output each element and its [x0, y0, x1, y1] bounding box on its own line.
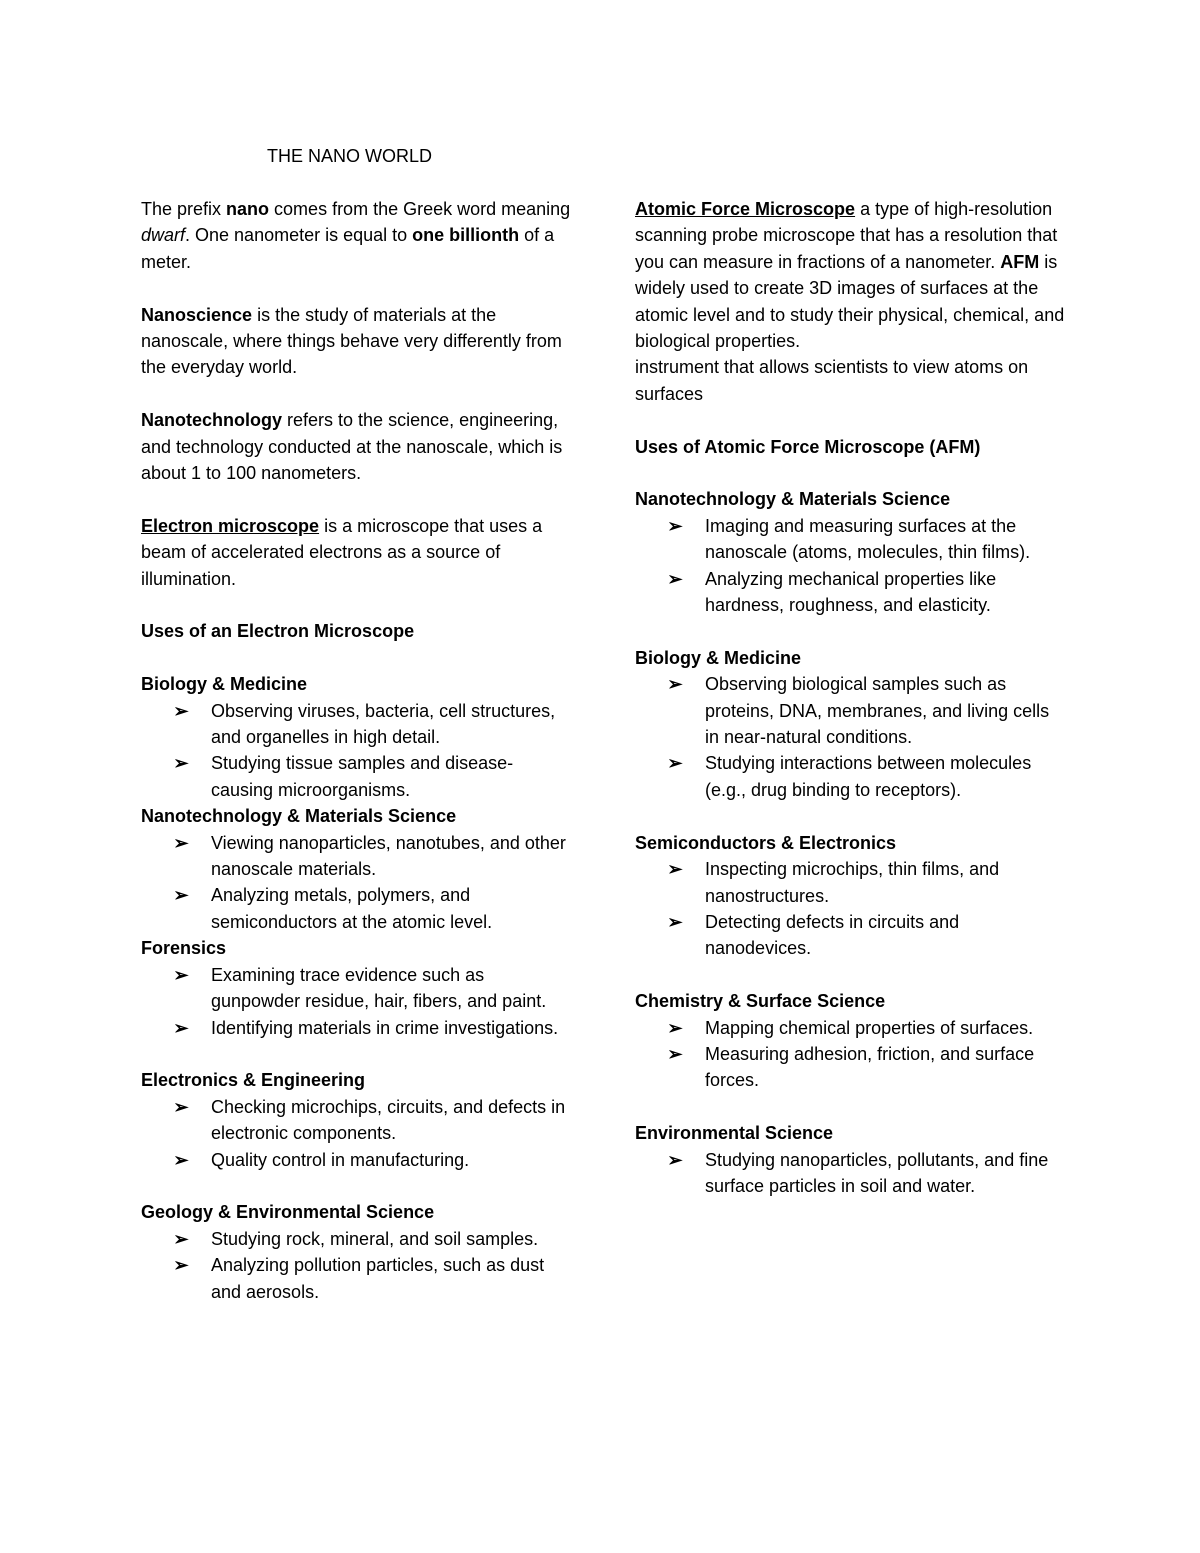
afm-uses-sections [635, 486, 1065, 1199]
list-item-text: Detecting defects in circuits and nanodevices. [705, 911, 960, 959]
arrowhead-bullet-icon: ➢ [667, 1017, 683, 1038]
list-item-text: Mapping chemical properties of surfaces. [705, 1017, 1034, 1038]
section-heading: Chemistry & Surface Science [635, 991, 886, 1012]
left-column [141, 196, 571, 1305]
list-item-text: Studying tissue samples and disease-causing microorganisms. [211, 753, 514, 800]
section-heading: Nanotechnology & Materials Science [141, 806, 457, 827]
bullet-list [141, 962, 571, 1041]
bullet-list [635, 1147, 1065, 1200]
arrowhead-bullet-icon: ➢ [173, 885, 189, 906]
nano-prefix-paragraph: The prefix nano comes from the Greek word meaning dwarf. One nanometer is equal to one billionth of a meter. [141, 199, 571, 272]
list-item [141, 882, 571, 935]
arrowhead-bullet-icon: ➢ [667, 515, 683, 536]
list-item [141, 698, 571, 751]
list-item-text: Observing biological samples such as proteins, DNA, membranes, and living cells in near-natural conditions. [705, 674, 1050, 748]
bullet-list [635, 1015, 1065, 1094]
section-heading: Electronics & Engineering [141, 1070, 366, 1091]
section-heading: Biology & Medicine [635, 647, 802, 668]
list-item-text: Measuring adhesion, friction, and surface forces. [705, 1043, 1035, 1091]
list-item-text: Viewing nanoparticles, nanotubes, and other nanoscale materials. [211, 832, 566, 880]
section-heading: Nanotechnology & Materials Science [635, 489, 951, 510]
list-item [635, 513, 1065, 566]
list-item-text: Examining trace evidence such as gunpowder residue, hair, fibers, and paint. [211, 964, 547, 1012]
arrowhead-bullet-icon: ➢ [667, 1043, 683, 1064]
nanotechnology-paragraph: Nanotechnology refers to the science, engineering, and technology conducted at the nanoscale, which is about 1 to 100 nanometers. [141, 410, 563, 484]
electron-uses-heading: Uses of an Electron Microscope [141, 621, 415, 642]
list-item [635, 1147, 1065, 1200]
list-item [635, 671, 1065, 750]
list-item [635, 566, 1065, 619]
arrowhead-bullet-icon: ➢ [667, 568, 683, 589]
section-heading: Environmental Science [635, 1123, 834, 1144]
page-title: THE NANO WORLD [267, 146, 433, 166]
arrowhead-bullet-icon: ➢ [173, 1228, 189, 1249]
bullet-list [635, 513, 1065, 619]
arrowhead-bullet-icon: ➢ [667, 753, 683, 774]
arrowhead-bullet-icon: ➢ [173, 964, 189, 985]
list-item [141, 1252, 571, 1305]
afm-instrument-line: instrument that allows scientists to view atoms on surfaces [635, 357, 1029, 404]
right-column [635, 196, 1065, 1199]
section-heading: Semiconductors & Electronics [635, 832, 897, 853]
list-item-text: Imaging and measuring surfaces at the nanoscale (atoms, molecules, thin films). [705, 515, 1031, 563]
list-item-text: Studying interactions between molecules (e.g., drug binding to receptors). [705, 753, 1032, 800]
list-item [141, 1094, 571, 1147]
arrowhead-bullet-icon: ➢ [173, 1255, 189, 1276]
list-item [141, 962, 571, 1015]
list-item [635, 909, 1065, 962]
list-item-text: Quality control in manufacturing. [211, 1149, 470, 1170]
arrowhead-bullet-icon: ➢ [173, 832, 189, 853]
section-heading: Biology & Medicine [141, 674, 308, 695]
list-item-text: Checking microchips, circuits, and defects in electronic components. [211, 1096, 566, 1144]
bullet-list [141, 698, 571, 804]
afm-uses-heading: Uses of Atomic Force Microscope (AFM) [635, 436, 981, 457]
section-heading: Forensics [141, 938, 227, 959]
arrowhead-bullet-icon: ➢ [667, 1149, 683, 1170]
list-item-text: Inspecting microchips, thin films, and nanostructures. [705, 859, 1000, 906]
list-item [141, 830, 571, 883]
section-heading: Geology & Environmental Science [141, 1202, 435, 1223]
list-item-text: Identifying materials in crime investigations. [211, 1017, 559, 1038]
bullet-list [141, 830, 571, 936]
list-item [141, 1147, 571, 1173]
list-item-text: Analyzing metals, polymers, and semiconductors at the atomic level. [211, 885, 493, 932]
arrowhead-bullet-icon: ➢ [173, 700, 189, 721]
list-item-text: Studying rock, mineral, and soil samples. [211, 1228, 539, 1249]
list-item-text: Observing viruses, bacteria, cell structures, and organelles in high detail. [211, 700, 556, 748]
afm-paragraph: Atomic Force Microscope a type of high-resolution scanning probe microscope that has a resolution that you can measure in fractions of a nanometer. AFM is widely used to create 3D images of surfaces at the atomic level and to study their physical, chemical, and biological properties. [635, 199, 1065, 352]
arrowhead-bullet-icon: ➢ [667, 911, 683, 932]
list-item-text: Analyzing pollution particles, such as dust and aerosols. [211, 1255, 545, 1302]
arrowhead-bullet-icon: ➢ [667, 674, 683, 695]
arrowhead-bullet-icon: ➢ [173, 1017, 189, 1038]
list-item [141, 750, 571, 803]
list-item [635, 856, 1065, 909]
electron-uses-sections [141, 671, 571, 1305]
arrowhead-bullet-icon: ➢ [173, 1096, 189, 1117]
list-item [141, 1226, 571, 1252]
list-item [635, 1041, 1065, 1094]
list-item [141, 1015, 571, 1041]
bullet-list [141, 1226, 571, 1305]
bullet-list [141, 1094, 571, 1173]
bullet-list [635, 671, 1065, 803]
bullet-list [635, 856, 1065, 962]
arrowhead-bullet-icon: ➢ [173, 753, 189, 774]
list-item [635, 1015, 1065, 1041]
list-item-text: Studying nanoparticles, pollutants, and fine surface particles in soil and water. [705, 1149, 1049, 1196]
arrowhead-bullet-icon: ➢ [667, 859, 683, 880]
nanoscience-paragraph: Nanoscience is the study of materials at the nanoscale, where things behave very differently from the everyday world. [141, 304, 562, 378]
arrowhead-bullet-icon: ➢ [173, 1149, 189, 1170]
electron-microscope-paragraph: Electron microscope is a microscope that uses a beam of accelerated electrons as a source of illumination. [141, 515, 543, 589]
list-item-text: Analyzing mechanical properties like hardness, roughness, and elasticity. [705, 568, 997, 616]
list-item [635, 750, 1065, 803]
